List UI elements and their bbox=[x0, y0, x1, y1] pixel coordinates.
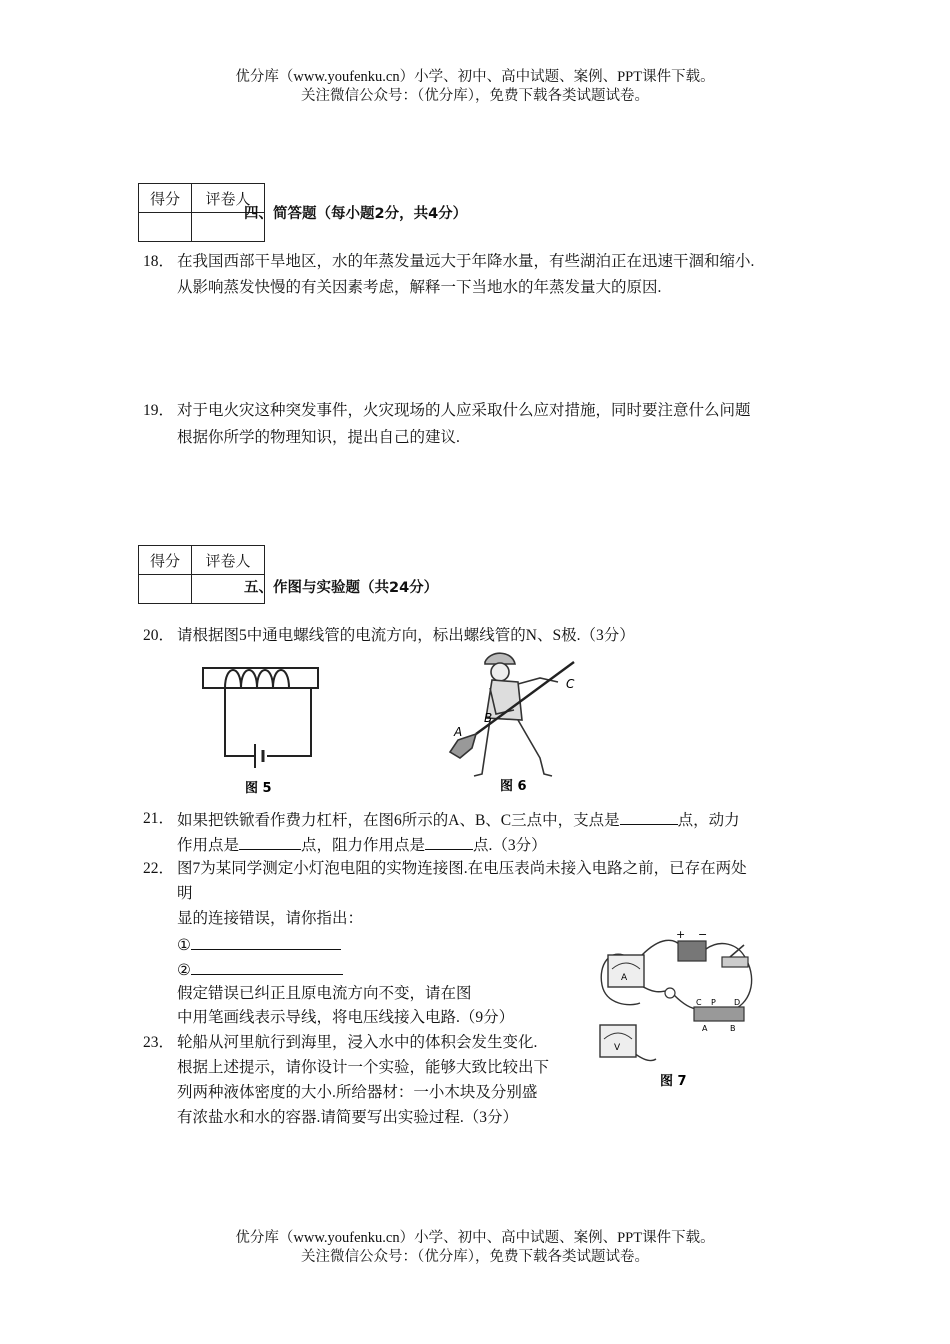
battery-plus-label: + bbox=[676, 928, 686, 941]
q23-line1: 轮船从河里航行到海里，浸入水中的体积会发生变化. bbox=[177, 1034, 538, 1051]
score-cell-input[interactable] bbox=[139, 213, 192, 242]
fig6-caption: 图 6 bbox=[500, 779, 527, 794]
q18-line2: 从影响蒸发快慢的有关因素考虑，解释一下当地水的年蒸发量大的原因. bbox=[177, 279, 662, 296]
fig6-label-a: A bbox=[454, 725, 463, 739]
score-cell-label: 得分 bbox=[139, 184, 192, 213]
q20-number: 20． bbox=[143, 627, 175, 644]
circuit-wire-right bbox=[267, 688, 311, 756]
q22-line1: 图7为某同学测定小灯泡电阻的实物连接图.在电压表尚未接入电路之前，已存在两处 bbox=[177, 860, 747, 877]
switch-lever bbox=[730, 945, 744, 957]
q21-text-2a: 作用点是 bbox=[177, 837, 240, 854]
worker-leg-right bbox=[518, 720, 552, 776]
rheostat-label-b: B bbox=[730, 1024, 736, 1033]
worker-head bbox=[491, 663, 509, 681]
switch-base bbox=[722, 957, 748, 967]
solenoid-coil bbox=[225, 670, 289, 688]
page-footer-line2: 关注微信公众号：（优分库），免费下载各类试题试卷。 bbox=[301, 1249, 649, 1265]
fig6-label-b: B bbox=[484, 711, 493, 725]
q22-answer-1 bbox=[177, 934, 341, 956]
q18-line1: 在我国西部干旱地区，水的年蒸发量远大于年降水量，有些湖泊正在迅速干涸和缩小. bbox=[177, 253, 755, 270]
fig5-caption: 图 5 bbox=[245, 781, 272, 796]
circuit-wire-left bbox=[225, 688, 255, 756]
q21-number: 21． bbox=[143, 810, 175, 827]
page-footer-line1: 优分库（www.youfenku.cn）小学、初中、高中试题、案例、PPT课件下载。 bbox=[235, 1230, 715, 1246]
q21-load-blank[interactable] bbox=[425, 834, 473, 850]
score-cell-label: 得分 bbox=[139, 546, 192, 575]
rheostat-label-p: P bbox=[711, 998, 716, 1007]
page-header-line2: 关注微信公众号：（优分库），免费下载各类试题试卷。 bbox=[301, 88, 649, 104]
ammeter-label: A bbox=[621, 973, 628, 983]
q21-text-1b: 点，动力 bbox=[677, 812, 740, 829]
figure-7-circuit-photo bbox=[590, 925, 765, 1095]
section5-title: 五、作图与实验题（共24分） bbox=[244, 580, 439, 596]
fig7-caption: 图 7 bbox=[660, 1074, 687, 1089]
q21-line2 bbox=[177, 834, 547, 856]
q19-line1: 对于电火灾这种突发事件，火灾现场的人应采取什么应对措施，同时要注意什么问题 bbox=[177, 402, 751, 419]
q22-answer1-blank[interactable] bbox=[191, 934, 341, 950]
q23-line3: 列两种液体密度的大小.所给器材：一小木块及分别盛 bbox=[177, 1084, 538, 1101]
battery-minus-label: − bbox=[698, 928, 708, 941]
rheostat-label-c: C bbox=[696, 998, 702, 1007]
rheostat bbox=[694, 1007, 744, 1021]
wire-2 bbox=[642, 940, 682, 955]
page-header-line1: 优分库（www.youfenku.cn）小学、初中、高中试题、案例、PPT课件下载。 bbox=[235, 69, 715, 85]
grader-cell-label: 评卷人 bbox=[192, 184, 265, 213]
q22-item2-marker: ② bbox=[177, 962, 191, 979]
q21-text-2b: 点，阻力作用点是 bbox=[301, 837, 426, 854]
q22-line2: 明 bbox=[177, 885, 193, 902]
section4-title: 四、简答题（每小题2分，共4分） bbox=[244, 206, 468, 222]
q23-line4: 有浓盐水和水的容器.请简要写出实验过程.（3分） bbox=[177, 1109, 519, 1126]
q19-number: 19． bbox=[143, 402, 175, 419]
wire-6 bbox=[634, 1053, 656, 1061]
q22-line5: 中用笔画线表示导线，将电压线接入电路.（9分） bbox=[177, 1009, 515, 1026]
q19-line2: 根据你所学的物理知识，提出自己的建议. bbox=[177, 429, 460, 446]
q20-text: 请根据图5中通电螺线管的电流方向，标出螺线管的N、S极.（3分） bbox=[177, 627, 635, 644]
q22-line4: 假定错误已纠正且原电流方向不变，请在图 bbox=[177, 985, 472, 1002]
voltmeter-label: V bbox=[614, 1043, 621, 1053]
grader-cell-label: 评卷人 bbox=[192, 546, 265, 575]
q22-answer2-blank[interactable] bbox=[191, 959, 343, 975]
q21-text-2c: 点.（3分） bbox=[473, 837, 547, 854]
battery-pack bbox=[678, 941, 706, 961]
figure-5-solenoid-circuit bbox=[195, 660, 335, 800]
q22-line3: 显的连接错误，请你指出： bbox=[177, 910, 364, 927]
q23-line2: 根据上述提示，请你设计一个实验，能够大致比较出下 bbox=[177, 1059, 550, 1076]
q23-number: 23． bbox=[143, 1034, 175, 1051]
score-cell-input[interactable] bbox=[139, 575, 192, 604]
solenoid-core bbox=[203, 668, 318, 688]
q22-answer-2 bbox=[177, 959, 343, 981]
figure-6-shovel-worker bbox=[440, 648, 590, 798]
q21-fulcrum-blank[interactable] bbox=[620, 809, 678, 825]
q22-number: 22． bbox=[143, 860, 175, 877]
q21-text-1a: 如果把铁锨看作费力杠杆，在图6所示的A、B、C三点中，支点是 bbox=[177, 812, 620, 829]
fig6-label-c: C bbox=[566, 677, 575, 691]
q21-effort-blank[interactable] bbox=[239, 834, 301, 850]
q18-number: 18． bbox=[143, 253, 175, 270]
light-bulb bbox=[665, 988, 675, 998]
rheostat-label-a: A bbox=[702, 1024, 708, 1033]
q22-item1-marker: ① bbox=[177, 937, 191, 954]
rheostat-label-d: D bbox=[734, 998, 741, 1007]
q21-line1 bbox=[177, 809, 740, 831]
